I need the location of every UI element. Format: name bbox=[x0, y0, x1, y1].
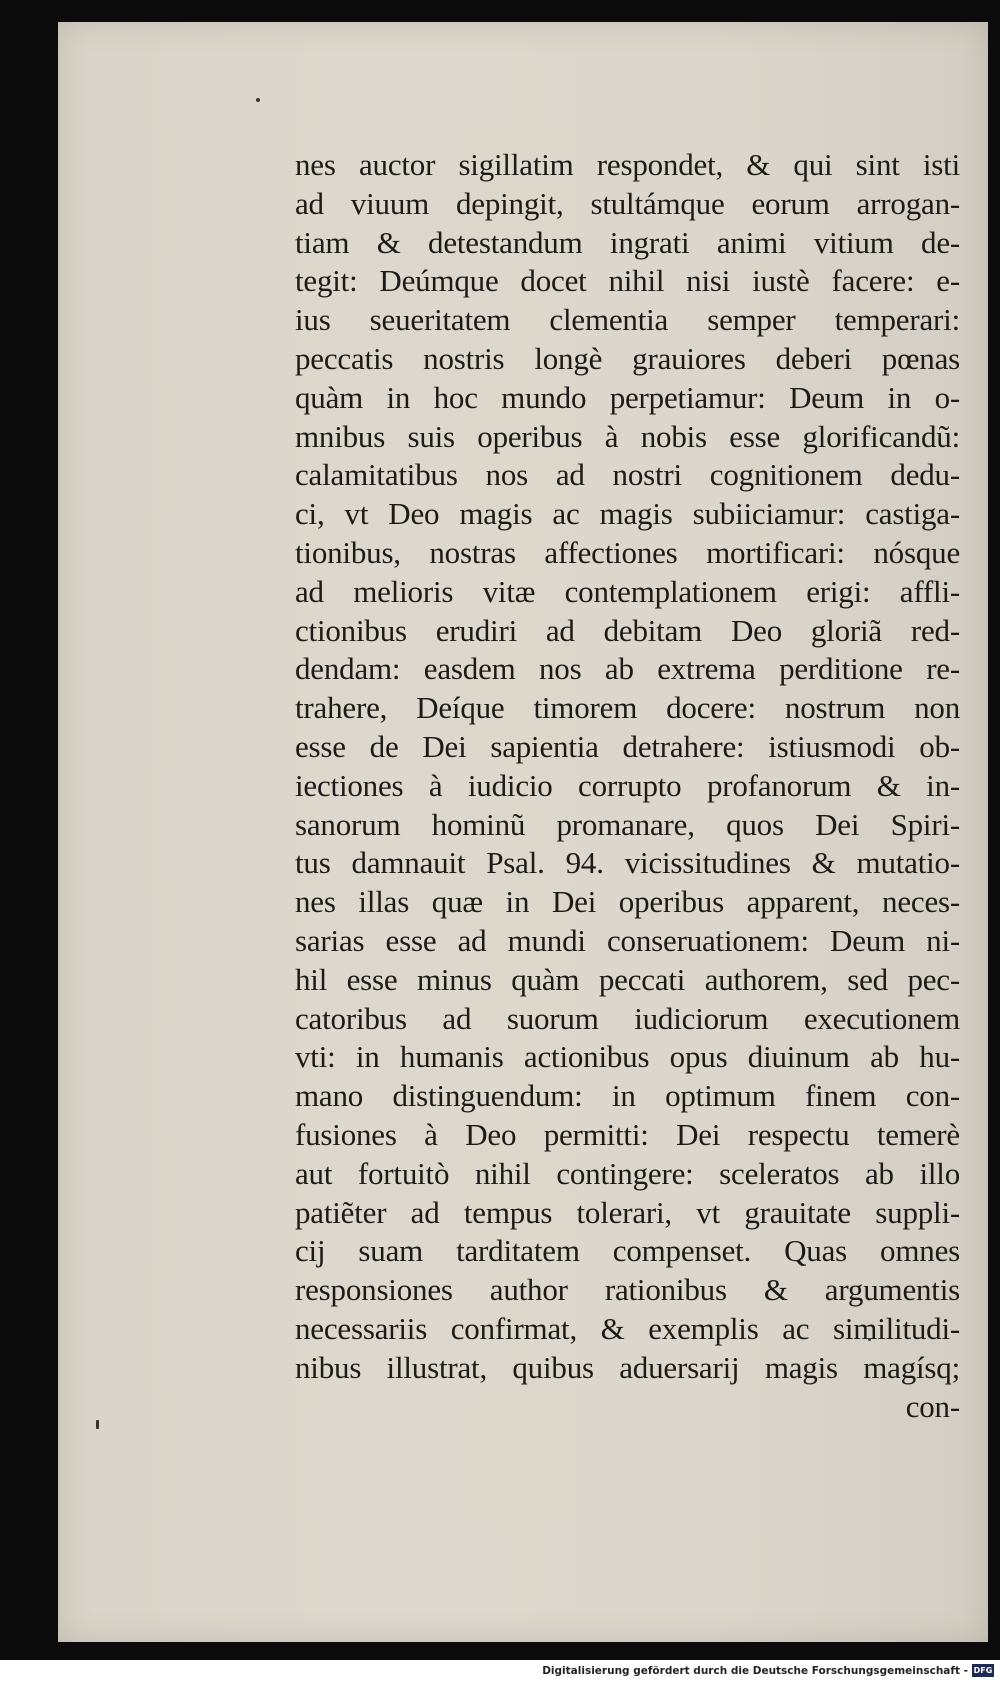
text-line: ius seueritatem clementia semper temperari: bbox=[295, 302, 960, 338]
text-line: peccatis nostris longè grauiores deberi pœnas bbox=[295, 340, 960, 376]
ink-speck bbox=[256, 98, 260, 102]
text-line: nes illas quæ in Dei operibus apparent, neces- bbox=[295, 884, 960, 920]
ink-speck bbox=[96, 1420, 99, 1429]
text-line: mnibus suis operibus à nobis esse glorificandũ: bbox=[295, 418, 960, 454]
text-line: patiẽter ad tempus tolerari, vt grauitate suppli- bbox=[295, 1194, 960, 1230]
text-line: catoribus ad suorum iudiciorum executionem bbox=[295, 1000, 960, 1036]
text-line: nes auctor sigillatim respondet, & qui sint isti bbox=[295, 147, 960, 182]
digitization-credit: Digitalisierung gefördert durch die Deutsche Forschungsgemeinschaft - bbox=[542, 1665, 968, 1677]
text-line: sanorum hominũ promanare, quos Dei Spiri- bbox=[295, 806, 960, 842]
text-line: aut fortuitò nihil contingere: sceleratos ab illo bbox=[295, 1155, 960, 1191]
text-line: ad melioris vitæ contemplationem erigi: affli- bbox=[295, 573, 960, 609]
text-line: calamitatibus nos ad nostri cognitionem dedu- bbox=[295, 457, 960, 493]
text-line: ad viuum depingit, stultámque eorum arrogan- bbox=[295, 185, 960, 221]
footer-bar bbox=[0, 1660, 1000, 1683]
text-line: quàm in hoc mundo perpetiamur: Deum in o- bbox=[295, 379, 960, 415]
text-line: tegit: Deúmque docet nihil nisi iustè facere: e- bbox=[295, 263, 960, 299]
page-text bbox=[295, 146, 960, 1426]
text-line: nibus illustrat, quibus aduersarij magis magísq; bbox=[295, 1349, 960, 1385]
text-line: tus damnauit Psal. 94. vicissitudines & mutatio- bbox=[295, 845, 960, 881]
text-line: tionibus, nostras affectiones mortificari: nósque bbox=[295, 534, 960, 570]
text-line: trahere, Deíque timorem docere: nostrum non bbox=[295, 690, 960, 726]
text-line: esse de Dei sapientia detrahere: istiusmodi ob- bbox=[295, 728, 960, 764]
text-line: dendam: easdem nos ab extrema perditione re- bbox=[295, 651, 960, 687]
text-line: necessariis confirmat, & exemplis ac similitudi- bbox=[295, 1310, 960, 1346]
text-line: vti: in humanis actionibus opus diuinum ab hu- bbox=[295, 1039, 960, 1075]
dfg-logo: DFG bbox=[973, 1666, 993, 1675]
text-line: cij suam tarditatem compenset. Quas omnes bbox=[295, 1233, 960, 1269]
text-line: responsiones author rationibus & argumentis bbox=[295, 1272, 960, 1308]
text-line: fusiones à Deo permitti: Dei respectu temerè bbox=[295, 1116, 960, 1152]
text-line: hil esse minus quàm peccati authorem, sed pec- bbox=[295, 961, 960, 997]
text-line: con- bbox=[905, 1388, 960, 1424]
text-line: mano distinguendum: in optimum finem con- bbox=[295, 1078, 960, 1114]
text-line: sarias esse ad mundi conseruationem: Deum ni- bbox=[295, 922, 960, 958]
text-line: ci, vt Deo magis ac magis subiiciamur: castiga- bbox=[295, 496, 960, 532]
text-line: iectiones à iudicio corrupto profanorum & in- bbox=[295, 767, 960, 803]
text-line: ctionibus erudiri ad debitam Deo gloriã red- bbox=[295, 612, 960, 648]
text-line: tiam & detestandum ingrati animi vitium de- bbox=[295, 224, 960, 260]
